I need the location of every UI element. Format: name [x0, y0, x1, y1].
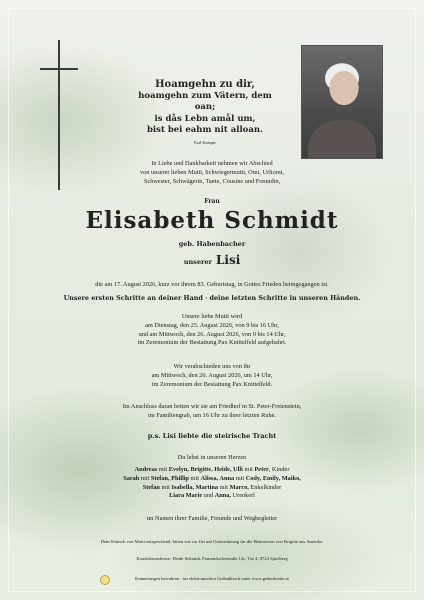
family-name: Alissa, Anna [200, 474, 235, 482]
cross-icon-bar [40, 68, 78, 70]
family-list [0, 466, 424, 501]
family-row [0, 492, 424, 501]
poem-title: Hoamgehn zu dir, [155, 79, 255, 90]
family-connector: mit [139, 474, 151, 482]
viewing-line: am Dienstag, den 25. August 2026, von 9 bis 16 Uhr, [145, 321, 279, 329]
poem-line: bist bei eahm nit alloan. [146, 125, 263, 135]
nickname-prefix: unserer [183, 258, 212, 266]
family-connector: und [202, 492, 215, 500]
family-row [0, 475, 424, 484]
family-role: Enkelkinder [248, 483, 282, 491]
nickname-row [0, 251, 424, 269]
family-role: Urenkerl [230, 492, 255, 500]
death-announcement: die am 17. August 2026, kurz vor ihrem 83. Geburtstag, in Gottes Frieden heimgegangen ist. [95, 281, 329, 288]
family-name: Isabella, Martina [171, 483, 219, 491]
poem-line: hoamgehn zum Vätern, dem oan; [138, 90, 272, 112]
family-name: Sarah [123, 474, 140, 482]
burial-line: Im Anschluss daran betten wir sie am Friedhof in St. Peter-Freienstein, [122, 403, 302, 410]
family-role: , Kinder [268, 466, 290, 473]
portrait-shoulders [308, 120, 376, 158]
family-name: Liara Marie [169, 492, 203, 500]
postscript: p.s. Lisi liebte die steirische Tracht [147, 432, 277, 440]
family-name: Stefan [142, 483, 160, 491]
viewing-info [0, 313, 424, 348]
farewell-line: im Zeremonium der Bestattung Pax Knittelfeld. [151, 380, 273, 388]
viewing-line: Unsere liebe Mutti wird [181, 313, 243, 320]
family-row [0, 484, 424, 493]
poem-line: is dås Lebn amål um, [154, 113, 256, 124]
nickname: Lisi [215, 253, 241, 267]
family-name: Andreas [134, 466, 158, 473]
maiden-name: geb. Habenbacher [178, 240, 246, 248]
family-connector: mit [218, 483, 230, 491]
viewing-line: und am Mittwoch, den 26. August 2026, von 9 bis 14 Uhr, [138, 330, 286, 338]
motto: Unsere ersten Schritte an deiner Hand · deine letzten Schritte in unseren Händen. [63, 294, 361, 302]
intro-line: In Liebe und Dankbarkeit nehmen wir Abschied [151, 160, 273, 167]
family-row [0, 466, 424, 475]
poem [130, 79, 280, 148]
intro-line: Schwester, Schwägerin, Tante, Cousine und Freundin, [143, 177, 281, 185]
poem-author: Karl Stomper [194, 139, 216, 145]
title-frau: Frau [204, 198, 220, 205]
viewing-line: im Zeremonium der Bestattung Pax Knittelfeld aufgebahrt. [137, 339, 287, 347]
signoff: im Namen ihrer Familie, Freunde und Wegbegleiter [146, 515, 278, 522]
family-connector: mit [157, 466, 169, 473]
burial-line: im Familiengrab, um 16 Uhr zu ihrer letzten Ruhe. [147, 411, 276, 419]
deceased-name: Elisabeth Schmidt [85, 207, 339, 234]
condolence-address: Kondolenzadresse: Heide Schmidt, Pausendorferstraße 12c, Tür 4, 8724 Spielberg [136, 556, 288, 561]
family-connector: mit [159, 483, 172, 491]
portrait-photo [301, 45, 383, 159]
intro-line: von unserer lieben Mutti, Schwiegermutti, Omi, Urliomi, [139, 168, 285, 176]
farewell-line: am Mittwoch, den 26. August 2026, um 14 Uhr, [151, 371, 273, 379]
farewell-info [0, 363, 424, 389]
family-name: Cody, Emily, Maiko, [245, 474, 301, 482]
family-connector: mit [188, 474, 201, 482]
family-name: Stefan, Phillip [150, 474, 189, 482]
family-connector: mit [242, 466, 255, 473]
intro-text [0, 160, 424, 186]
burial-info [0, 403, 424, 421]
family-name: Anna, [214, 492, 231, 500]
memorial-link[interactable]: Erinnerungen bewahren - im elektronischen Gedenkbuch unter www.gedenkseite.at [135, 576, 289, 581]
farewell-line: Wir verabschieden uns von ihr [173, 363, 251, 370]
hearts-line: Du lebst in unseren Herzen [177, 454, 247, 461]
family-name: Peter [254, 466, 269, 473]
family-name: Evelyn, Brigitte, Heide, Ulli [168, 466, 243, 473]
family-name: Marco, [229, 483, 249, 491]
family-connector: mit [234, 474, 246, 482]
donation-note: Dem Wunsch von Mutti entsprechend, bitten wir vor Ort um Unterstützung für die Heimreisen von Brigitte aus Amerika. [100, 539, 324, 544]
